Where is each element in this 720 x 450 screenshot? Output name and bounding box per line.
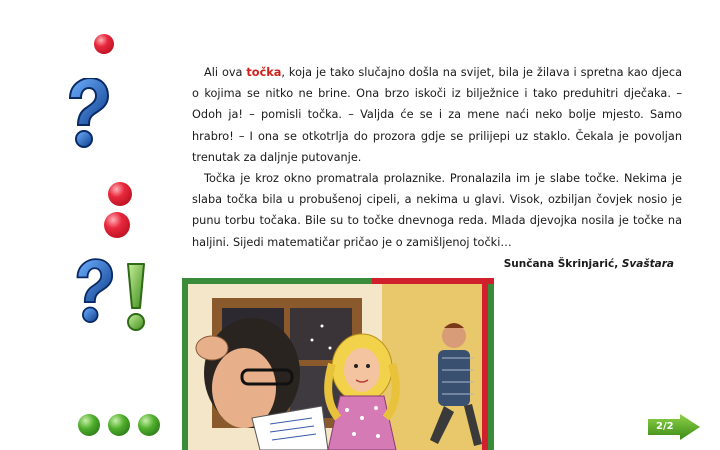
blue-question-mark-icon-2 — [72, 258, 114, 329]
green-dot-2 — [108, 414, 130, 436]
green-dot-1 — [78, 414, 100, 436]
blue-question-mark-shape-2 — [72, 258, 114, 326]
highlighted-word: točka — [246, 66, 282, 79]
story-paragraph-1-rest: , koja je tako slučajno došla na svijet, bila je žilava i spretna kao djeca o kojima se nitko ne brine. Ona brzo iskoči iz bilježnice i tako preduhitri dječaka. – Odoh ja! – pomisli točka. – Valjda će se i za mene naći neko bolje mjesto. Samo hrabro! – I ona se otkotrlja do prozora gdje se prilijepi uz staklo. Čekala je povoljan trenutak za daljnje putovanje. — [192, 66, 682, 164]
work-title: Svaštara — [621, 258, 674, 270]
red-dot-middle-2 — [104, 212, 130, 238]
story-paragraph-1-start: Ali ova — [204, 66, 247, 79]
illustration-scene — [182, 278, 494, 450]
green-exclamation-shape — [122, 262, 150, 334]
blue-question-mark-shape — [64, 78, 110, 150]
story-paragraph-1 — [192, 62, 682, 168]
story-paragraph-2: Točka je kroz okno promatrala prolaznike. Pronalazila im je slabe točke. Nekima je slaba točka bila u probušenoj cipeli, a nekima u glavi. Visok, ozbiljan čovjek nosio je punu torbu točaka. Bile su to točke dnevnoga reda. Mlada djevojka nosila je točke na haljini. Sijedi matematičar pričao je o zamišljenoj točki… — [192, 172, 682, 249]
page-indicator: 2/2 — [656, 421, 674, 432]
red-dot-middle-1 — [108, 182, 132, 206]
story-text — [192, 62, 682, 253]
author-credit — [504, 258, 674, 270]
green-exclamation-icon — [122, 262, 150, 337]
green-dot-3 — [138, 414, 160, 436]
red-dot-top — [94, 34, 114, 54]
blue-question-mark-icon — [64, 78, 110, 153]
author-name: Sunčana Škrinjarić, — [503, 258, 622, 270]
story-illustration — [182, 278, 494, 450]
